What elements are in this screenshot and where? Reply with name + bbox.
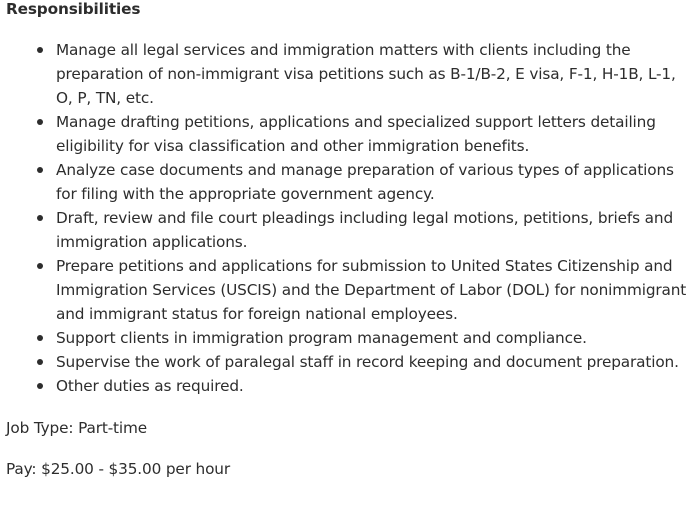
responsibility-text: Analyze case documents and manage preparation of various types of applications for filing with the appropriate government agency.	[56, 161, 674, 203]
job-type-text: Job Type: Part-time	[6, 419, 148, 437]
pay-text: Pay: $25.00 - $35.00 per hour	[6, 460, 230, 478]
bullet-icon	[37, 215, 43, 221]
responsibility-text: Support clients in immigration program management and compliance.	[56, 329, 587, 347]
bullet-icon	[37, 167, 43, 173]
responsibility-item	[56, 38, 695, 110]
responsibility-item	[56, 110, 695, 158]
bullet-icon	[37, 383, 43, 389]
bullet-icon	[37, 119, 43, 125]
responsibility-text: Draft, review and file court pleadings including legal motions, petitions, briefs and immigration applications.	[56, 209, 673, 251]
bullet-icon	[37, 263, 43, 269]
responsibilities-heading: Responsibilities	[6, 0, 141, 18]
responsibility-text: Other duties as required.	[56, 377, 244, 395]
responsibilities-list	[6, 38, 695, 398]
responsibility-text: Manage drafting petitions, applications and specialized support letters detailing eligibility for visa classification and other immigration benefits.	[56, 113, 656, 155]
responsibility-item	[56, 326, 695, 350]
responsibility-text: Supervise the work of paralegal staff in record keeping and document preparation.	[56, 353, 679, 371]
bullet-icon	[37, 47, 43, 53]
responsibility-item	[56, 254, 695, 326]
bullet-icon	[37, 335, 43, 341]
responsibility-text: Prepare petitions and applications for submission to United States Citizenship and Immigration Services (USCIS) and the Department of Labor (DOL) for nonimmigrant and immigrant status for foreign national employees.	[56, 257, 687, 323]
responsibility-text: Manage all legal services and immigration matters with clients including the preparation of non-immigrant visa petitions such as B-1/B-2, E visa, F-1, H-1B, L-1, O, P, TN, etc.	[56, 41, 676, 107]
responsibility-item	[56, 374, 695, 398]
responsibility-item	[56, 158, 695, 206]
responsibility-item	[56, 206, 695, 254]
responsibility-item	[56, 350, 695, 374]
bullet-icon	[37, 359, 43, 365]
